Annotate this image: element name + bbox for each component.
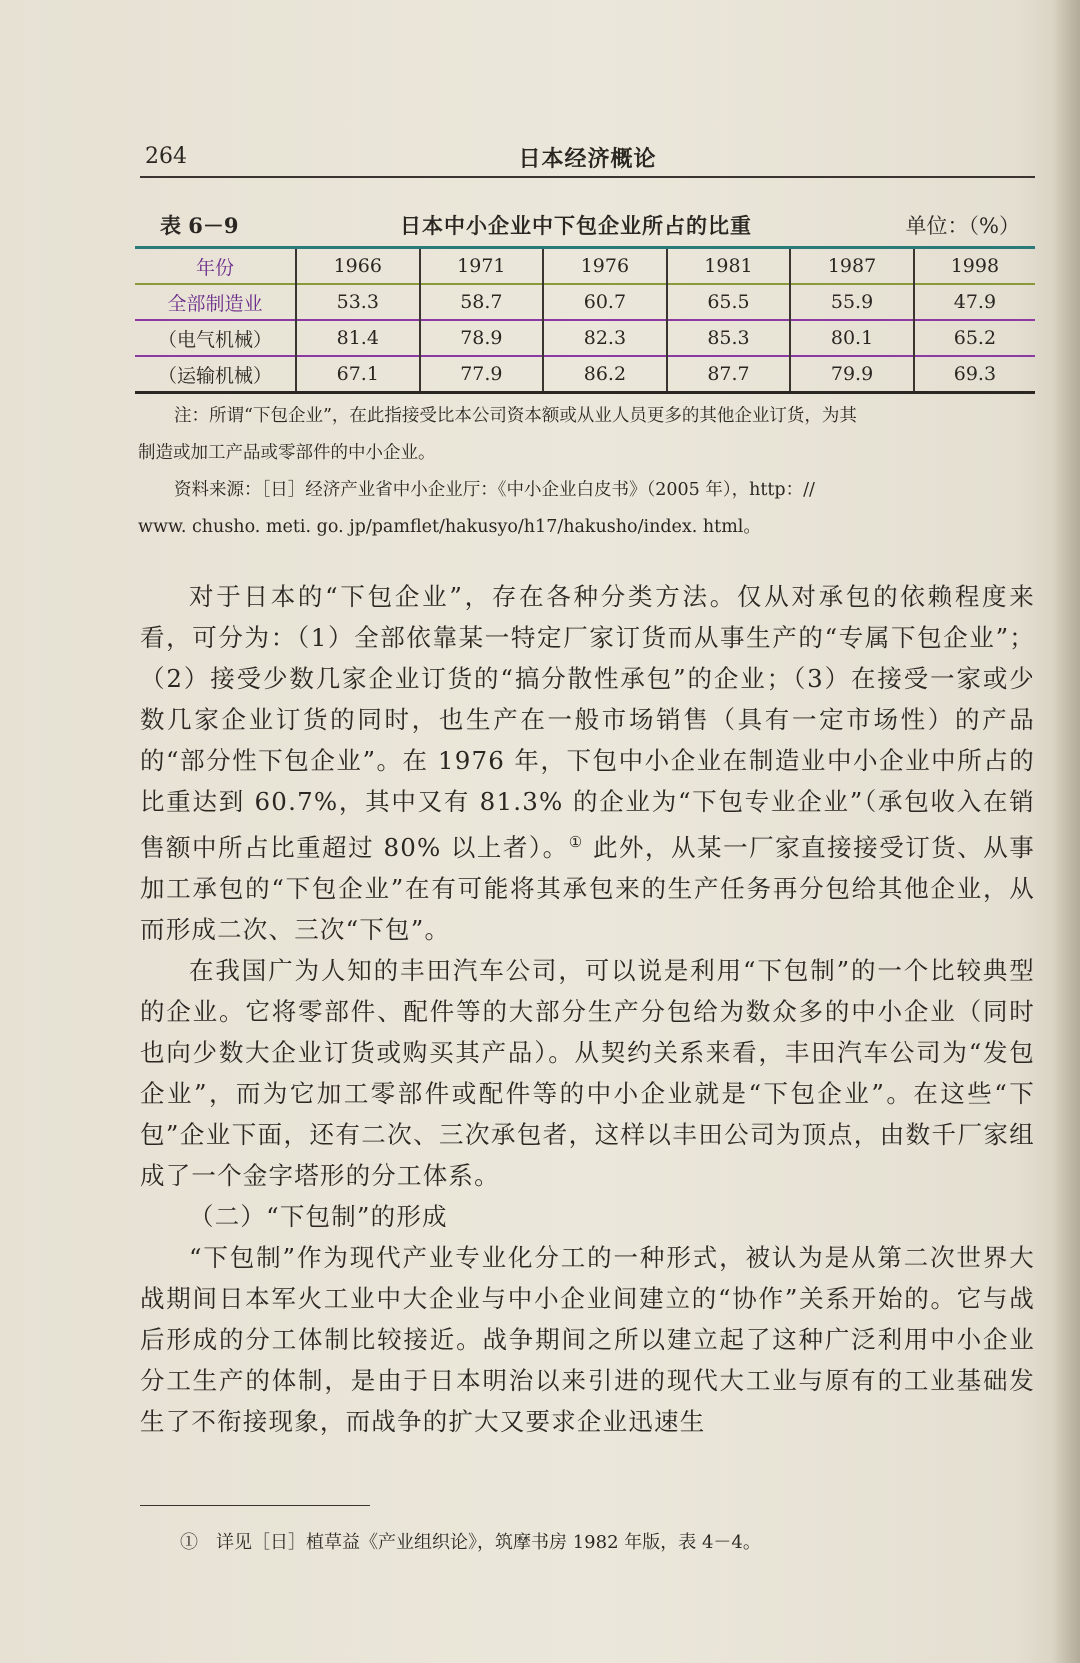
table-row: [135, 284, 1035, 320]
table-cell: 82.3: [543, 320, 667, 356]
row-label: （电气机械）: [157, 328, 272, 351]
table-cell: 58.7: [420, 284, 544, 320]
table-header-row: [135, 248, 1035, 285]
table-cell: 79.9: [790, 356, 914, 393]
body-text: [140, 576, 1035, 1442]
table-id: 表 6－9: [160, 213, 239, 238]
source-line: 资料来源：［日］经济产业省中小企业厅：《中小企业白皮书》（2005 年），http：//: [174, 480, 815, 500]
column-header: 年份: [195, 256, 234, 279]
table-cell: 85.3: [667, 320, 791, 356]
running-title: 日本经济概论: [518, 146, 657, 172]
source-line: www. chusho. meti. go. jp/pamflet/hakusyo/h17/hakusho/index. html。: [138, 517, 761, 537]
column-header: 1998: [914, 248, 1035, 285]
table-cell: 86.2: [543, 356, 667, 393]
footnote-ref: ①: [568, 833, 584, 851]
table-unit: 单位：（%）: [905, 214, 1020, 238]
column-header: 1987: [790, 248, 914, 285]
page-header: [140, 140, 1035, 178]
table-cell: 87.7: [667, 356, 791, 393]
table-cell: 65.5: [667, 284, 791, 320]
table-row: [135, 320, 1035, 356]
footnote: ① 详见［日］植草益《产业组织论》，筑摩书房 1982 年版，表 4－4。: [180, 1532, 761, 1553]
page-number: 264: [145, 144, 187, 169]
table-cell: 55.9: [790, 284, 914, 320]
table-cell: 77.9: [420, 356, 544, 393]
table-cell: 78.9: [420, 320, 544, 356]
row-label: （运输机械）: [157, 364, 272, 387]
footnote-rule: [140, 1505, 370, 1506]
paragraph: “下包制”作为现代产业专业化分工的一种形式，被认为是从第二次世界大战期间日本军火工业中大企业与中小企业间建立的“协作”关系开始的。它与战后形成的分工体制比较接近。战争期间之所以建立起了这种广泛利用中小企业分工生产的体制，是由于日本明治以来引进的现代大工业与原有的工业基础发生了不衔接现象，而战争的扩大又要求企业迅速生: [140, 1243, 1035, 1437]
row-label: 全部制造业: [167, 292, 263, 315]
data-table: [135, 246, 1035, 394]
table-cell: 60.7: [543, 284, 667, 320]
column-header: 1966: [296, 248, 420, 285]
paragraph-text: 此外，从某一厂家直接接受订货、从事加工承包的“下包企业”在有可能将其承包来的生产任务再分包给其他企业，从而形成二次、三次“下包”。: [140, 833, 1035, 945]
note-line: 制造或加工产品或零部件的中小企业。: [138, 443, 436, 463]
table-cell: 67.1: [296, 356, 420, 393]
table-title: 日本中小企业中下包企业所占的比重: [400, 213, 752, 238]
note-line: 注：所谓“下包企业”，在此指接受比本公司资本额或从业人员更多的其他企业订货，为其: [174, 406, 857, 426]
page-spine-shadow: [1052, 0, 1080, 1663]
table-cell: 69.3: [914, 356, 1035, 393]
table-cell: 81.4: [296, 320, 420, 356]
column-header: 1981: [667, 248, 791, 285]
table-note: [138, 398, 1035, 546]
section-subheading: （二）“下包制”的形成: [189, 1202, 448, 1232]
table-cell: 65.2: [914, 320, 1035, 356]
table-cell: 53.3: [296, 284, 420, 320]
table-caption: [160, 210, 1020, 240]
paragraph: [140, 576, 1035, 950]
column-header: 1971: [420, 248, 544, 285]
paragraph-text: 对于日本的“下包企业”，存在各种分类方法。仅从对承包的依赖程度来看，可分为：（1）全部依靠某一特定厂家订货而从事生产的“专属下包企业”；（2）接受少数几家企业订货的“搞分散性承包”的企业；（3）在接受一家或少数几家企业订货的同时，也生产在一般市场销售（具有一定市场性）的产品的“部分性下包企业”。在 1976 年，下包中小企业在制造业中小企业中所占的比重达到 60.7%，其中又有 81.3% 的企业为“下包专业企业”（承包收入在销售额中所占比重超过 80% 以上者）。: [140, 582, 1035, 863]
paragraph: 在我国广为人知的丰田汽车公司，可以说是利用“下包制”的一个比较典型的企业。它将零部件、配件等的大部分生产分包给为数众多的中小企业（同时也向少数大企业订货或购买其产品）。从契约关系来看，丰田汽车公司为“发包企业”，而为它加工零部件或配件等的中小企业就是“下包企业”。在这些“下包”企业下面，还有二次、三次承包者，这样以丰田公司为顶点，由数千厂家组成了一个金字塔形的分工体系。: [140, 956, 1035, 1191]
table-cell: 47.9: [914, 284, 1035, 320]
table-cell: 80.1: [790, 320, 914, 356]
column-header: 1976: [543, 248, 667, 285]
table-row: [135, 356, 1035, 393]
